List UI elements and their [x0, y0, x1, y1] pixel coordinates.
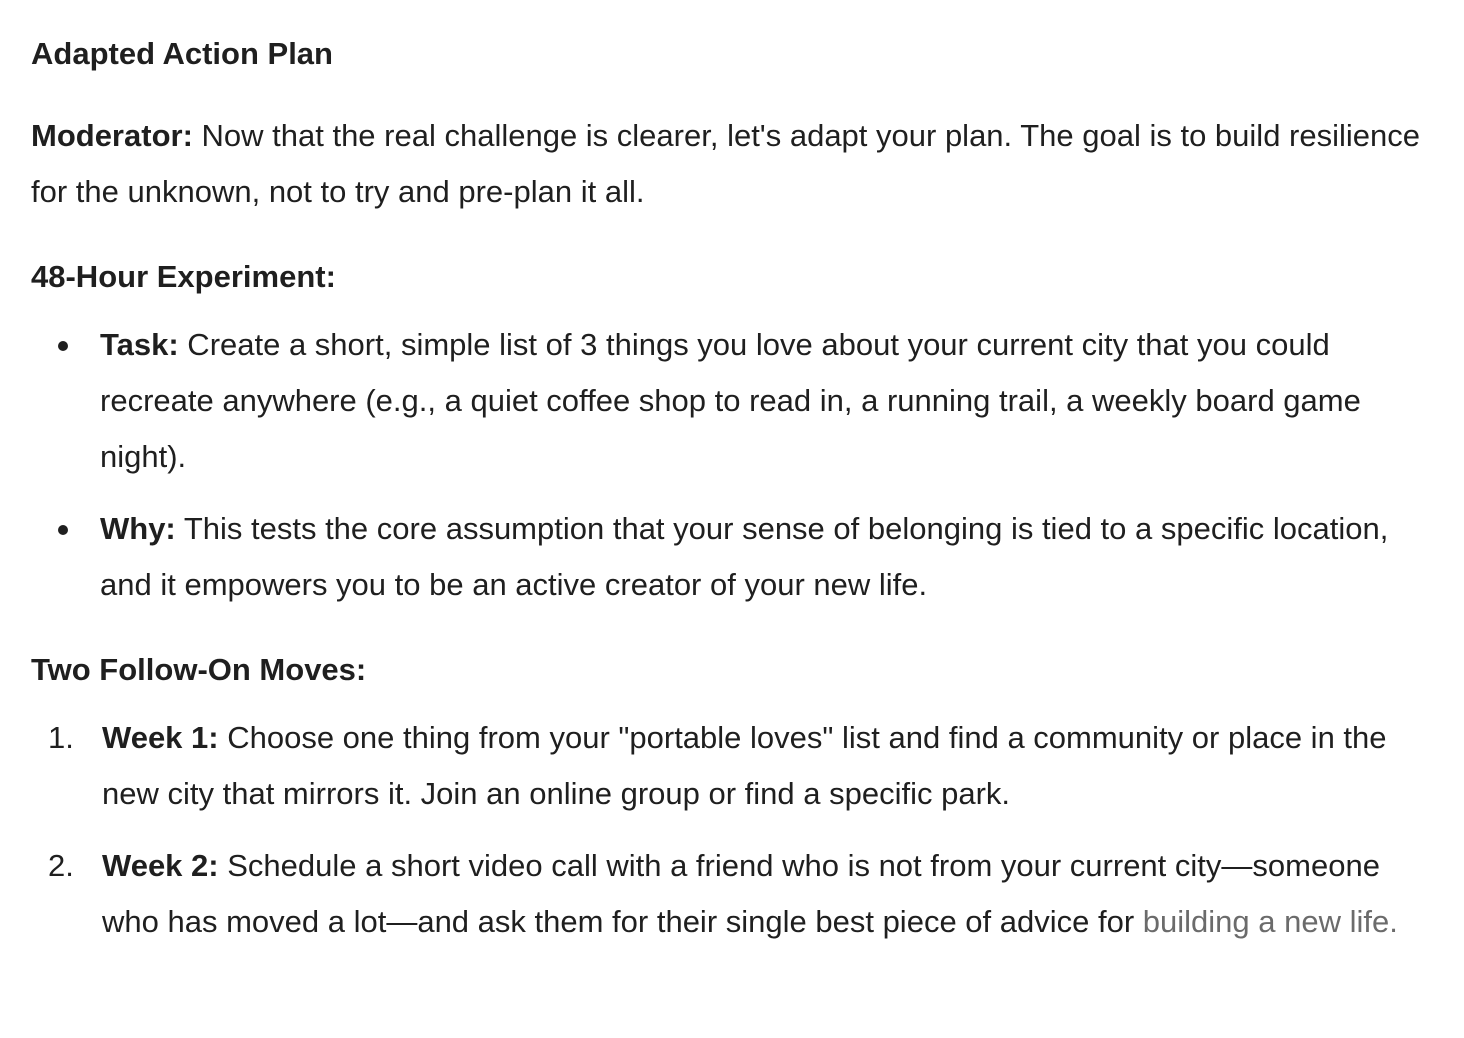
task-label: Task: — [100, 327, 179, 362]
moderator-paragraph — [31, 108, 1441, 220]
moves-list — [31, 710, 1441, 950]
week-1-label: Week 1: — [102, 720, 219, 755]
move-item-week-1 — [31, 710, 1441, 822]
week-1-text: Choose one thing from your "portable loves" list and find a community or place in the new city that mirrors it. Join an online group or find a specific park. — [102, 720, 1387, 811]
moderator-text: Now that the real challenge is clearer, let's adapt your plan. The goal is to build resilience for the unknown, not to try and pre-plan it all. — [31, 118, 1420, 209]
bullet-icon — [58, 341, 68, 351]
week-2-text: Schedule a short video call with a friend who is not from your current city—someone who has moved a lot—and ask them for their single best piece of advice for — [102, 848, 1380, 939]
moves-heading: Two Follow-On Moves: — [31, 652, 367, 687]
week-2-faded-text: building a new life. — [1142, 904, 1398, 939]
list-number: 2. — [48, 848, 74, 883]
moderator-label: Moderator: — [31, 118, 193, 153]
why-text: This tests the core assumption that your sense of belonging is tied to a specific location, and it empowers you to be an active creator of your new life. — [100, 511, 1389, 602]
why-label: Why: — [100, 511, 176, 546]
experiment-item-task — [31, 317, 1441, 485]
bullet-icon — [58, 525, 68, 535]
experiment-heading: 48-Hour Experiment: — [31, 259, 336, 294]
list-number: 1. — [48, 720, 74, 755]
week-2-label: Week 2: — [102, 848, 219, 883]
task-text: Create a short, simple list of 3 things you love about your current city that you could recreate anywhere (e.g., a quiet coffee shop to read in, a running trail, a weekly board game night). — [100, 327, 1361, 474]
experiment-item-why — [31, 501, 1441, 613]
document-title: Adapted Action Plan — [31, 36, 333, 71]
document-body — [31, 30, 1441, 966]
experiment-list — [31, 317, 1441, 613]
move-item-week-2 — [31, 838, 1441, 950]
